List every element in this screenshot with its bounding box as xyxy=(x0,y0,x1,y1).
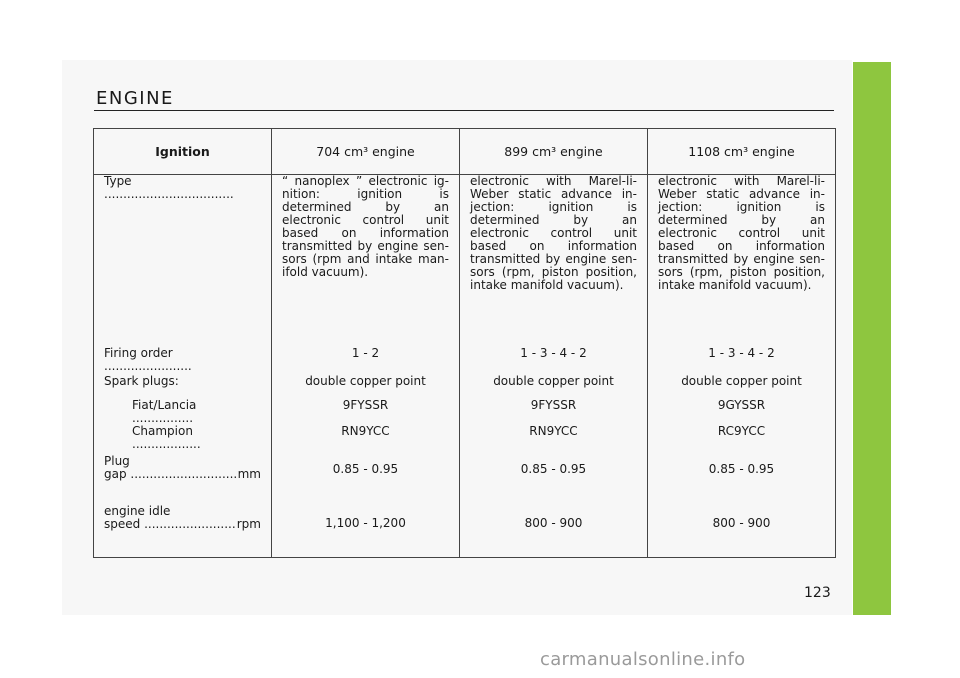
row-label-idle-speed: engine idle speed ........................ rpm xyxy=(94,505,272,558)
header-899: 899 cm³ engine xyxy=(460,129,648,175)
cell-spark-899: double copper point xyxy=(460,375,648,399)
page-number: 123 xyxy=(804,585,831,601)
row-label-firing-order: Firing order ....................... xyxy=(94,347,272,375)
cell-spark-704: double copper point xyxy=(272,375,460,399)
cell-firing-704: 1 - 2 xyxy=(272,347,460,375)
cell-idle-899: 800 - 900 xyxy=(460,505,648,558)
table-row xyxy=(94,399,836,425)
cell-type-704: “ nanoplex ” electronic ig-nition: ignition is determined by an electronic control unit based on information transmitted by engine sen-sors (rpm and intake man-ifold vacuum). xyxy=(272,175,460,348)
row-label-champion: Champion .................. xyxy=(94,425,272,455)
cell-champion-704: RN9YCC xyxy=(272,425,460,455)
cell-champion-1108: RC9YCC xyxy=(648,425,836,455)
cell-gap-899: 0.85 - 0.95 xyxy=(460,455,648,505)
row-label-fiat-lancia: Fiat/Lancia ................ xyxy=(94,399,272,425)
header-ignition: Ignition xyxy=(94,129,272,175)
row-label-plug-gap: Plug gap ............................ mm xyxy=(94,455,272,505)
watermark-text: carmanualsonline.info xyxy=(540,649,746,670)
header-704: 704 cm³ engine xyxy=(272,129,460,175)
row-label-spark-plugs: Spark plugs: xyxy=(94,375,272,399)
table-row xyxy=(94,375,836,399)
ignition-spec-table xyxy=(93,128,836,558)
cell-idle-1108: 800 - 900 xyxy=(648,505,836,558)
cell-type-1108: electronic with Marel-li-Weber static advance in-jection: ignition is determined by an electronic control unit based on information transmitted by engine sen-sors (rpm, piston position, intake manifold vacuum). xyxy=(648,175,836,348)
table-header-row xyxy=(94,129,836,175)
cell-spark-1108: double copper point xyxy=(648,375,836,399)
row-label-type: Type .................................. xyxy=(94,175,272,348)
table-row xyxy=(94,175,836,348)
cell-champion-899: RN9YCC xyxy=(460,425,648,455)
cell-firing-899: 1 - 3 - 4 - 2 xyxy=(460,347,648,375)
table-row xyxy=(94,505,836,558)
cell-fiat-1108: 9GYSSR xyxy=(648,399,836,425)
cell-fiat-704: 9FYSSR xyxy=(272,399,460,425)
cell-fiat-899: 9FYSSR xyxy=(460,399,648,425)
cell-gap-704: 0.85 - 0.95 xyxy=(272,455,460,505)
title-divider xyxy=(94,110,834,111)
cell-firing-1108: 1 - 3 - 4 - 2 xyxy=(648,347,836,375)
table-row xyxy=(94,425,836,455)
cell-type-899: electronic with Marel-li-Weber static advance in-jection: ignition is determined by an electronic control unit based on information transmitted by engine sen-sors (rpm, piston position, intake manifold vacuum). xyxy=(460,175,648,348)
table-row xyxy=(94,455,836,505)
cell-gap-1108: 0.85 - 0.95 xyxy=(648,455,836,505)
header-1108: 1108 cm³ engine xyxy=(648,129,836,175)
table-row xyxy=(94,347,836,375)
section-title: ENGINE xyxy=(96,88,174,109)
cell-idle-704: 1,100 - 1,200 xyxy=(272,505,460,558)
section-tab-marker xyxy=(853,62,891,615)
